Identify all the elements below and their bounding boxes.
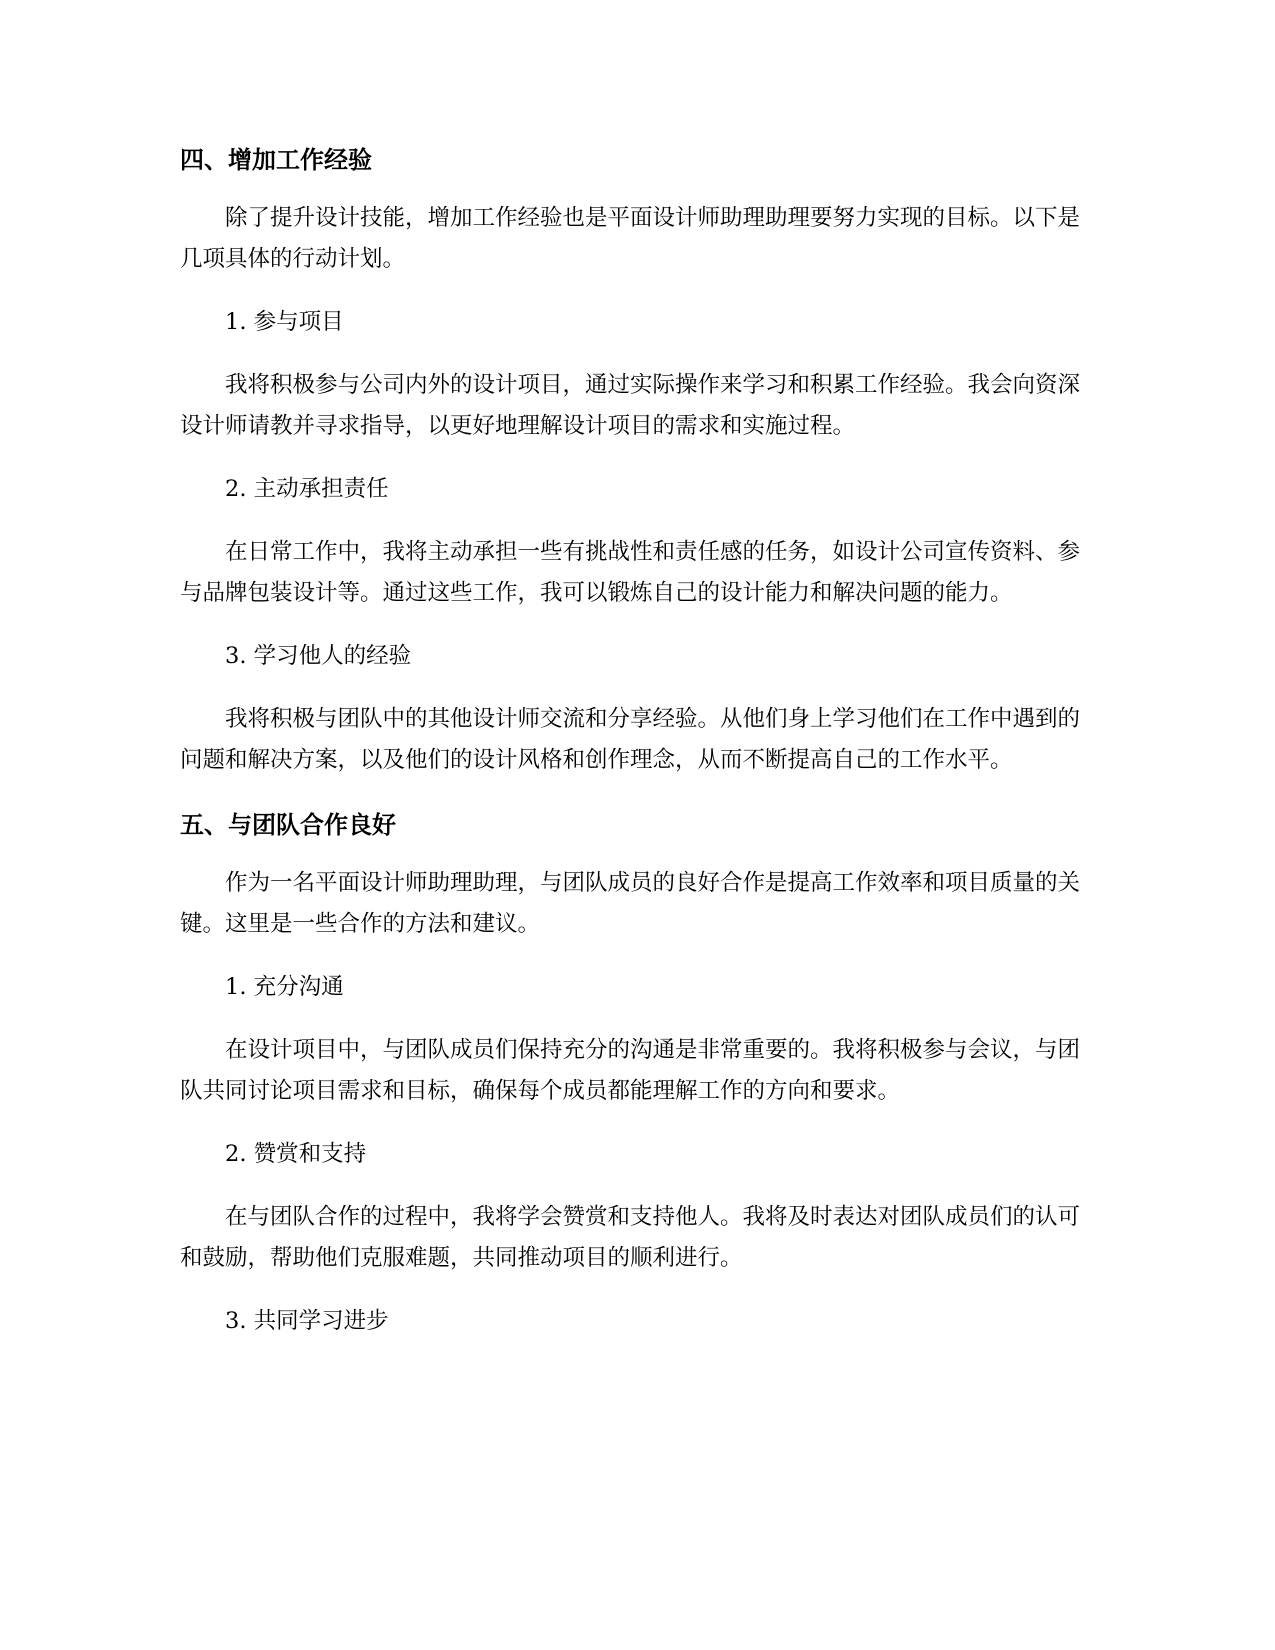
item-title: 2. 赞赏和支持: [225, 1141, 367, 1167]
item-text: 在与团队合作的过程中，我将学会赞赏和支持他人。我将及时表达对团队成员们的认可和鼓励，帮助他们克服难题，共同推动项目的顺利进行。: [180, 1204, 1081, 1271]
item-text: 我将积极参与公司内外的设计项目，通过实际操作来学习和积累工作经验。我会向资深设计师请教并寻求指导，以更好地理解设计项目的需求和实施过程。: [180, 372, 1081, 439]
item-title: 1. 充分沟通: [225, 974, 344, 1000]
item-title: 3. 学习他人的经验: [225, 643, 412, 669]
section-intro: 除了提升设计技能，增加工作经验也是平面设计师助理助理要努力实现的目标。以下是几项具体的行动计划。: [180, 205, 1081, 272]
item-title: 1. 参与项目: [225, 309, 344, 335]
section-heading: 四、增加工作经验: [180, 146, 372, 174]
section-intro: 作为一名平面设计师助理助理，与团队成员的良好合作是提高工作效率和项目质量的关键。这里是一些合作的方法和建议。: [180, 870, 1081, 937]
section-heading: 五、与团队合作良好: [180, 811, 396, 839]
item-title: 2. 主动承担责任: [225, 476, 389, 502]
item-title: 3. 共同学习进步: [225, 1308, 389, 1334]
item-text: 在日常工作中，我将主动承担一些有挑战性和责任感的任务，如设计公司宣传资料、参与品牌包装设计等。通过这些工作，我可以锻炼自己的设计能力和解决问题的能力。: [180, 539, 1081, 606]
document-page: [180, 140, 1080, 1364]
item-text: 我将积极与团队中的其他设计师交流和分享经验。从他们身上学习他们在工作中遇到的问题和解决方案，以及他们的设计风格和创作理念，从而不断提高自己的工作水平。: [180, 706, 1081, 773]
item-text: 在设计项目中，与团队成员们保持充分的沟通是非常重要的。我将积极参与会议，与团队共同讨论项目需求和目标，确保每个成员都能理解工作的方向和要求。: [180, 1037, 1081, 1104]
